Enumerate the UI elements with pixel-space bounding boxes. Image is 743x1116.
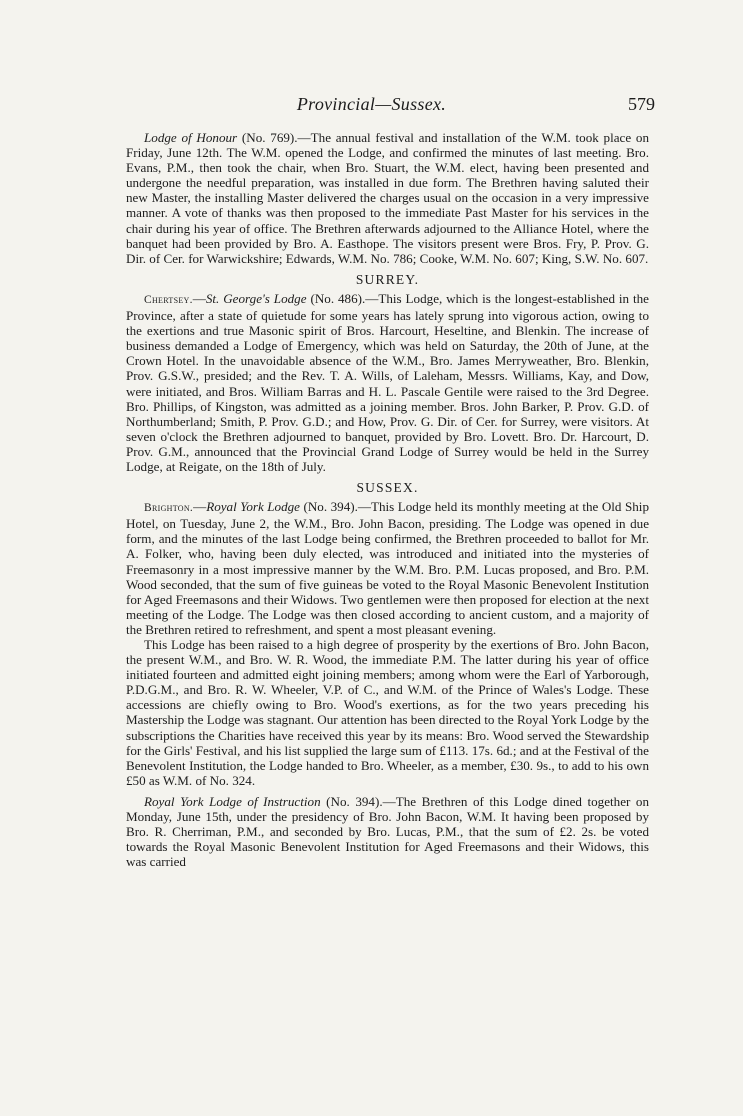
place-name: Brighton. (144, 502, 194, 515)
section-heading-sussex: SUSSEX. (356, 480, 419, 496)
lodge-name: Royal York Lodge (206, 499, 300, 515)
page-number: 579 (628, 94, 655, 114)
paragraph-text: (No. 486).—This Lodge, which is the longest-established in the Province, after a state of quietude for some years has lately sprung into vigorous action, owing to the exertions and true Masonic spirit of Bros. Harcourt, Heseltine, and Blenkin. The increase of business demanded a Lodge of Emergency, which was held on Saturday, the 20th of June, at the Crown Hotel. In the unavoidable absence of the W.M., Bro. James Merryweather, Bro. Blenkin, Prov. G.S.W., presided; and the Rev. T. A. Wills, of Laleham, Messrs. Williams, Kay, and Dow, were initiated, and Bros. William Barras and H. L. Pascale Gentile were raised to the 3rd Degree. Bro. Phillips, of Kingston, was admitted as a joining member. Bros. John Barker, P. Prov. G.D. of Northumberland; Smith, P. Prov. G.D.; and How, Prov. G. Dir. of Cer. for Surrey, were visitors. At seven o'clock the Brethren adjourned to banquet, provided by Bro. Lovett. Bro. Dr. Harcourt, D. Prov. G.M., announced that the Provincial Grand Lodge of Surrey would be held in the Surrey Lodge, at Reigate, on the 18th of July. (126, 290, 649, 474)
paragraph-prosperity: This Lodge has been raised to a high degree of prosperity by the exertions of Bro. John Bacon, the present W.M., and Bro. W. R. Wood, the immediate P.M. The latter during his year of office initiated fourteen and admitted eight joining members; among whom were the Earl of Yarborough, P.D.G.M., and Bro. R. W. Wheeler, V.P. of C., and W.M. of the Prince of Wales's Lodge. These accessions are chiefly owing to Bro. Wood's exertions, as for the two years preceding his Mastership the Lodge was stagnant. Our attention has been directed to the Royal York Lodge by the subscriptions the Charities have received this year by its means: Bro. Wood served the Stewardship for the Girls' Festival, and his list supplied the large sum of £113. 17s. 6d.; and at the Festival of the Benevolent Institution, the Lodge handed to Bro. Wheeler, as a member, £30. 9s., to add to his own £50 as W.M. of No. 324. (126, 637, 649, 788)
paragraph-lodge-of-honour (126, 130, 649, 266)
lodge-name: Lodge of Honour (144, 130, 238, 145)
lodge-name: St. George's Lodge (205, 290, 307, 306)
lodge-name: Royal York Lodge of Instruction (144, 793, 321, 809)
paragraph-brighton: Brighton.—Royal York Lodge (No. 394).—This Lodge held its monthly meeting at the Old Ship Hotel, on Tuesday, June 2, the W.M., Bro. John Bacon, presiding. The Lodge was opened in due form, and the minutes of the last Lodge being confirmed, the Brethren proceeded to ballot for Mr. A. Folker, who, having been duly elected, was introduced and initiated into the mysteries of Freemasonry in a most impressive manner by the W.M. Bro. P.M. Lucas proposed, and Bro. P.M. Wood seconded, that the sum of five guineas be voted to the Royal Masonic Benevolent Institution for Aged Freemasons and their Widows. Two gentlemen were then proposed for election at the next meeting of the Lodge. The Lodge was then closed according to ancient custom, and a majority of the Brethren retired to refreshment, and spent a most pleasant evening. (126, 499, 649, 637)
place-name: Chertsey. (144, 293, 193, 306)
paragraph-chertsey: Chertsey.—St. George's Lodge (No. 486).—This Lodge, which is the longest-established in the Province, after a state of quietude for some years has lately sprung into vigorous action, owing to the exertions and true Masonic spirit of Bros. Harcourt, Heseltine, and Blenkin. The increase of business demanded a Lodge of Emergency, which was held on Saturday, the 20th of June, at the Crown Hotel. In the unavoidable absence of the W.M., Bro. James Merryweather, Bro. Blenkin, Prov. G.S.W., presided; and the Rev. T. A. Wills, of Laleham, Messrs. Williams, Kay, and Dow, were initiated, and Bros. William Barras and H. L. Pascale Gentile were raised to the 3rd Degree. Bro. Phillips, of Kingston, was admitted as a joining member. Bros. John Barker, P. Prov. G.D. of Northumberland; Smith, P. Prov. G.D.; and How, Prov. G. Dir. of Cer. for Surrey, were visitors. At seven o'clock the Brethren adjourned to banquet, provided by Bro. Lovett. Bro. Dr. Harcourt, D. Prov. G.M., announced that the Provincial Grand Lodge of Surrey would be held in the Surrey Lodge, at Reigate, on the 18th of July. (126, 290, 649, 474)
running-title: Provincial—Sussex. (296, 94, 447, 114)
paragraph-text: (No. 394).—The Brethren of this Lodge dined together on Monday, June 15th, under the presidency of Bro. John Bacon, W.M. It having been proposed by Bro. R. Cherriman, P.M., and seconded by Bro. Lucas, P.M., that the sum of £2. 2s. be voted towards the Royal Masonic Benevolent Institution for Aged Freemasons and their Widows, this was carried (126, 793, 649, 870)
paragraph-lodge-of-instruction (126, 794, 649, 869)
section-heading-surrey: SURREY. (355, 271, 420, 287)
paragraph-text: (No. 769).—The annual festival and installation of the W.M. took place on Friday, June 12th. The W.M. opened the Lodge, and confirmed the minutes of last meeting. Bro. Evans, P.M., then took the chair, when Bro. Stuart, the W.M. elect, having been presented and undergone the needful preparation, was installed in due form. The Brethren having saluted their new Master, the installing Master delivered the charges usual on the occasion in a very impressive manner. A vote of thanks was then proposed to the immediate Past Master for his services in the chair during his year of office. The Brethren afterwards adjourned to the Alliance Hotel, where the banquet had been provided by Bro. A. Easthope. The visitors present were Bros. Fry, P. Prov. G. Dir. of Cer. for Warwickshire; Edwards, W.M. No. 786; Cooke, W.M. No. 607; King, S.W. No. 607. (126, 130, 649, 266)
running-header (0, 94, 743, 118)
paragraph-text: (No. 394).—This Lodge held its monthly meeting at the Old Ship Hotel, on Tuesday, June 2, the W.M., Bro. John Bacon, presiding. The Lodge was opened in due form, and the minutes of the last Lodge being confirmed, the Brethren proceeded to ballot for Mr. A. Folker, who, having been duly elected, was introduced and initiated into the mysteries of Freemasonry in a most impressive manner by the W.M. Bro. P.M. Lucas proposed, and Bro. P.M. Wood seconded, that the sum of five guineas be voted to the Royal Masonic Benevolent Institution for Aged Freemasons and their Widows. Two gentlemen were then proposed for election at the next meeting of the Lodge. The Lodge was then closed according to ancient custom, and a majority of the Brethren retired to refreshment, and spent a most pleasant evening. (126, 499, 649, 637)
page-body (126, 130, 649, 869)
